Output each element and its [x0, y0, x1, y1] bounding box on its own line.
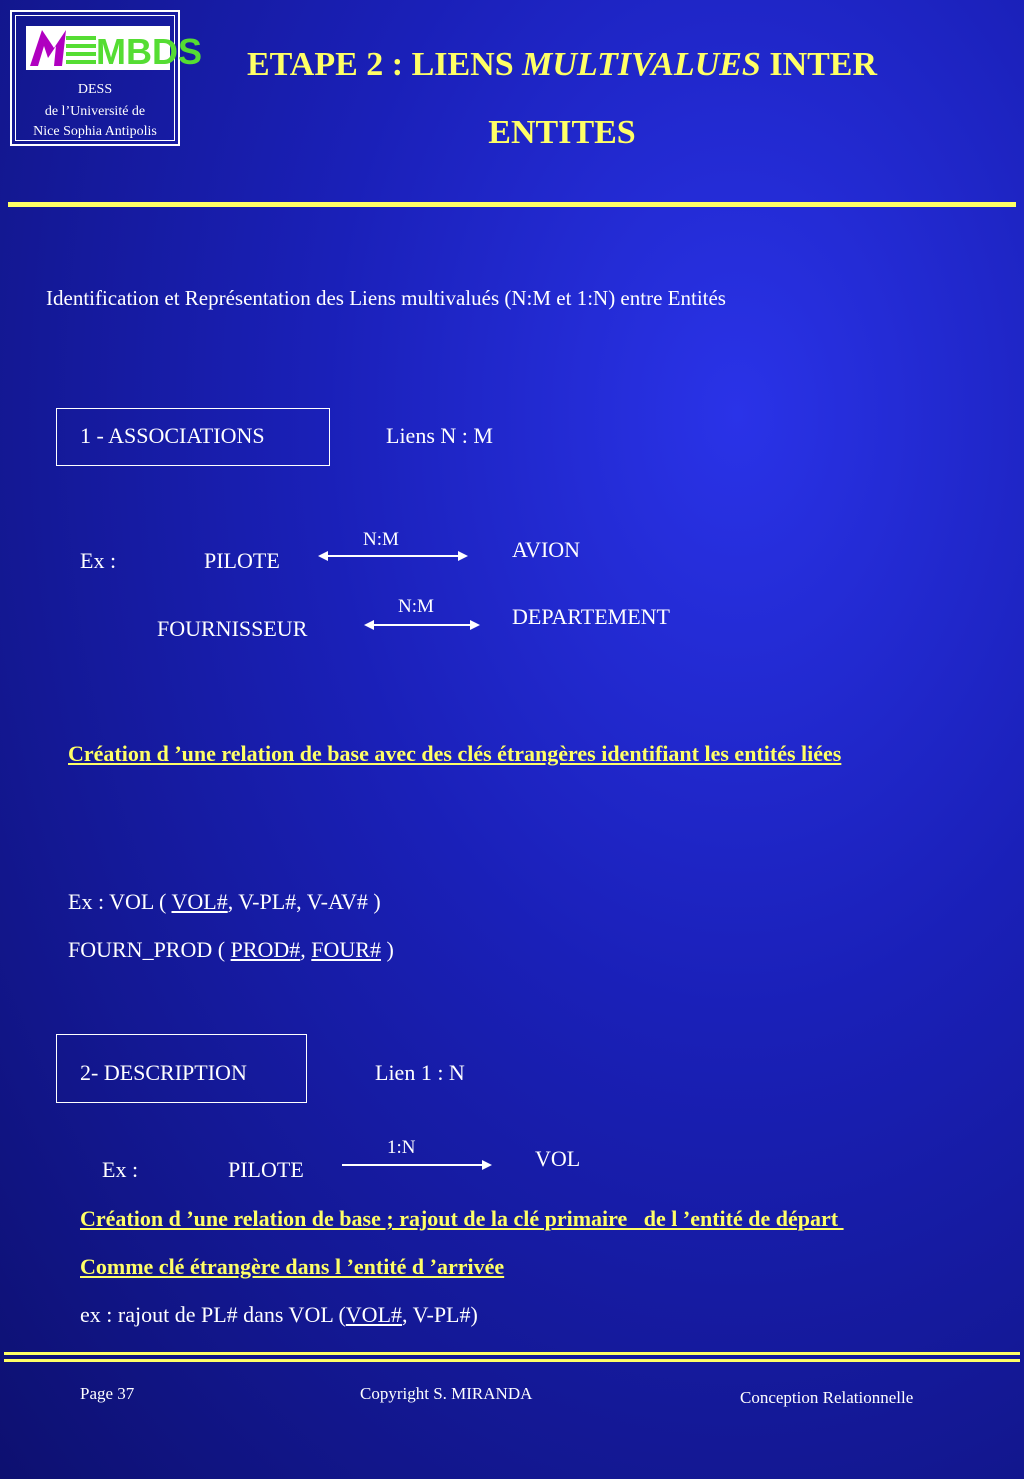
entity-avion: AVION: [512, 537, 581, 562]
entity-fournisseur: FOURNISSEUR: [157, 616, 308, 641]
title-part-2: INTER: [760, 46, 878, 83]
description-label: 2- DESCRIPTION: [80, 1060, 247, 1085]
footer-divider-bottom: [4, 1359, 1020, 1362]
page-title-line-2: ENTITES: [488, 114, 636, 151]
title-part-1: ETAPE 2 : LIENS: [246, 46, 523, 83]
example-vol-rest: , V-PL#, V-AV# ): [227, 889, 381, 914]
page-number: Page 37: [80, 1384, 135, 1403]
example-rajout-rest: , V-PL#): [402, 1302, 478, 1327]
example-fourn-rest: ): [380, 937, 394, 962]
header-divider: [8, 202, 1016, 207]
title-italic: MULTIVALUES: [522, 46, 761, 83]
example-vol-prefix: Ex : VOL (: [68, 889, 172, 914]
cardinality-nm-1: N:M: [363, 529, 399, 550]
example-vol: [68, 889, 381, 915]
example-rajout-key: VOL#: [345, 1302, 403, 1327]
example-fourn-key-prod: PROD#: [230, 937, 301, 962]
copyright: Copyright S. MIRANDA: [360, 1384, 533, 1403]
logo-line-1: DESS: [77, 82, 113, 97]
course-title: Conception Relationnelle: [740, 1388, 914, 1407]
page-title: [190, 46, 934, 84]
creation-text-2a: Création d ’une relation de base ; rajout de la clé primaire de l ’entité de départ: [80, 1206, 844, 1231]
example-rajout-prefix: ex : rajout de PL# dans VOL (: [80, 1302, 346, 1327]
double-arrow-icon: [318, 546, 468, 566]
lien-1n-label: Lien 1 : N: [375, 1060, 465, 1085]
creation-text-2b: Comme clé étrangère dans l ’entité d ’arrivée: [80, 1254, 505, 1279]
entity-pilote: PILOTE: [204, 548, 280, 573]
footer-divider-top: [4, 1352, 1020, 1355]
logo-brand-text: MBDS: [96, 31, 202, 72]
example-fourn-prefix: FOURN_PROD (: [68, 937, 231, 962]
example-fourn-sep: ,: [300, 937, 312, 962]
example-label-1: Ex :: [80, 548, 117, 573]
double-arrow-icon: [364, 615, 480, 635]
logo-line-2: de l’Université de: [44, 104, 146, 119]
cardinality-1n: 1:N: [387, 1137, 416, 1158]
example-label-2: Ex :: [102, 1157, 139, 1182]
creation-text-1: Création d ’une relation de base avec des clés étrangères identifiant les entités liées: [68, 741, 842, 766]
logo-line-3: Nice Sophia Antipolis: [33, 124, 157, 139]
example-rajout: [80, 1302, 478, 1328]
intro-text: Identification et Représentation des Liens multivalués (N:M et 1:N) entre Entités: [46, 286, 726, 310]
liens-nm-label: Liens N : M: [386, 423, 493, 448]
cardinality-nm-2: N:M: [398, 596, 434, 617]
example-fourn-key-four: FOUR#: [311, 937, 381, 962]
arrow-right-icon: [342, 1155, 492, 1175]
entity-pilote-2: PILOTE: [228, 1157, 304, 1182]
associations-label: 1 - ASSOCIATIONS: [80, 423, 265, 448]
mbds-logo: [26, 26, 202, 72]
example-vol-key: VOL#: [171, 889, 228, 914]
entity-vol: VOL: [535, 1146, 581, 1171]
example-fourn-prod: [68, 937, 394, 963]
entity-departement: DEPARTEMENT: [512, 604, 670, 629]
